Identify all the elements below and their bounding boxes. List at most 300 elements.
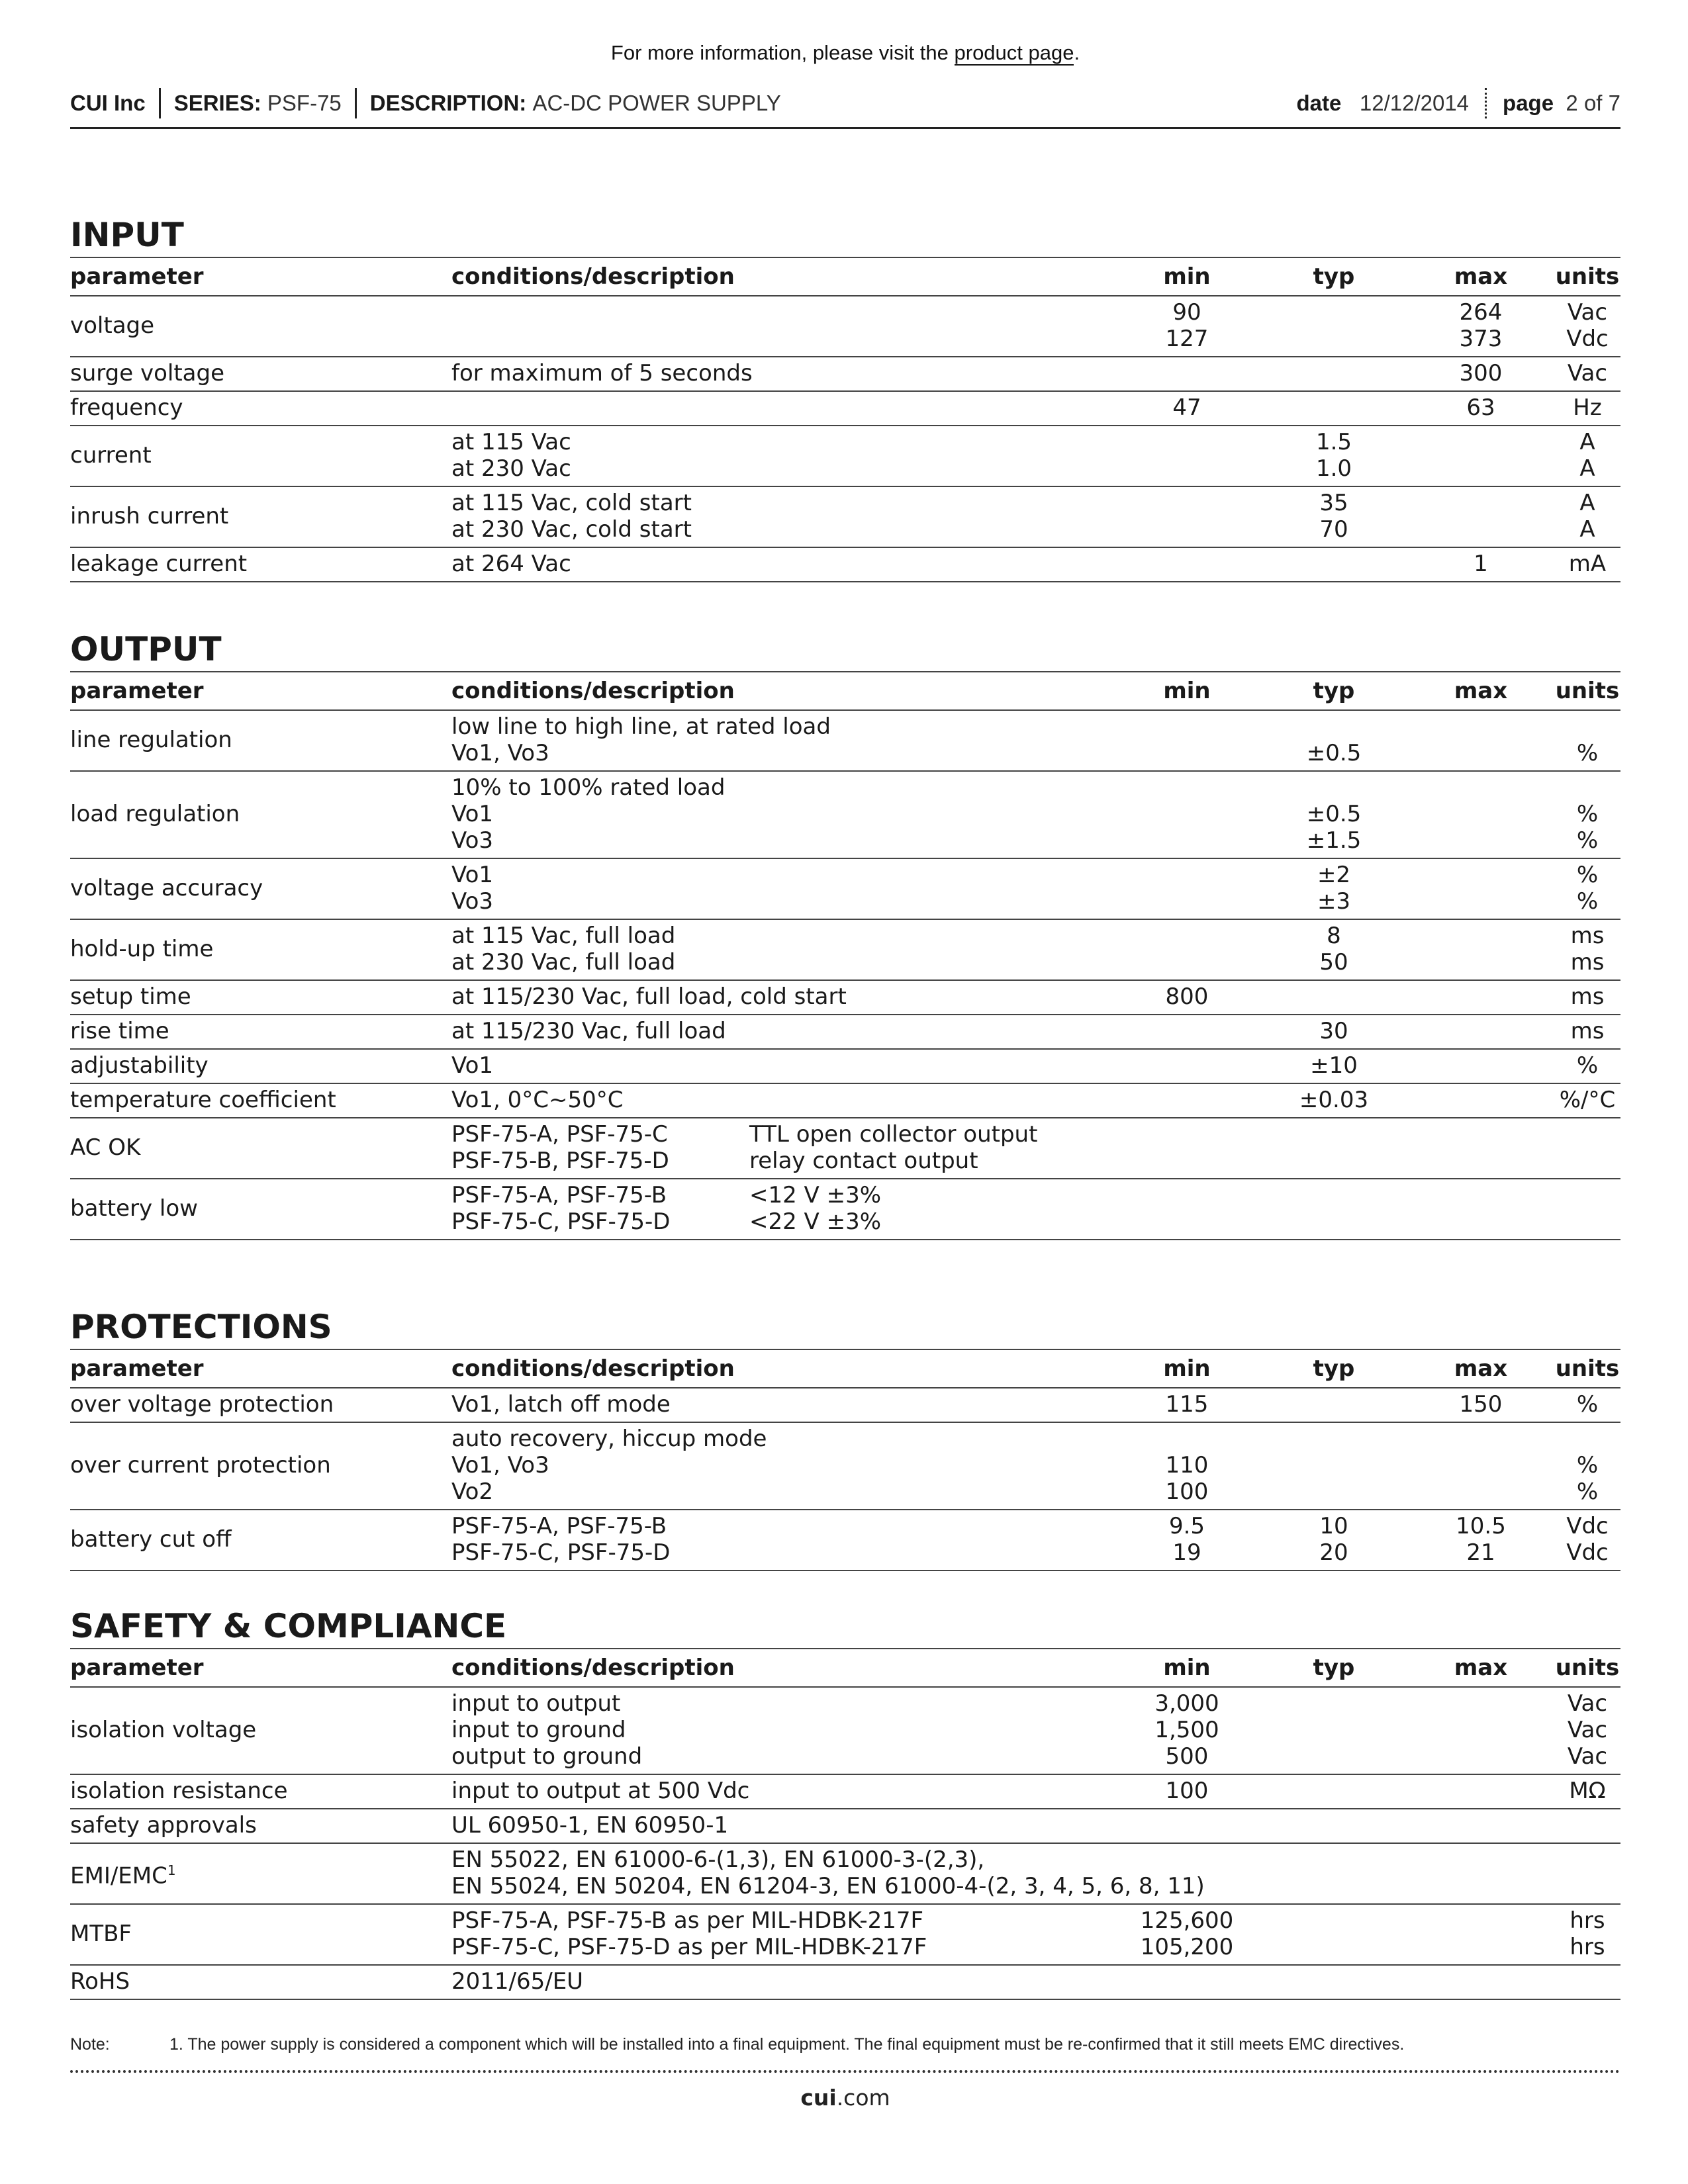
cell-min xyxy=(1113,486,1260,547)
max-line: 300 xyxy=(1459,360,1503,387)
min-line: 105,200 xyxy=(1140,1934,1234,1960)
cond-line: PSF-75-A, PSF-75-B as per MIL-HDBK-217F xyxy=(451,1907,924,1934)
cell-max xyxy=(1407,919,1554,980)
cell-max xyxy=(1407,426,1554,486)
typ-line: 50 xyxy=(1319,949,1348,976)
cell-max xyxy=(1407,771,1554,858)
param-label: EMI/EMC xyxy=(70,1862,167,1889)
table-row xyxy=(70,858,1620,919)
table-row xyxy=(70,1015,1620,1049)
top-info-text: For more information, please visit the xyxy=(610,41,955,64)
footer-site xyxy=(70,2085,1620,2111)
column-header-max: max xyxy=(1407,672,1554,710)
cell-units xyxy=(1554,391,1620,426)
cond-line: UL 60950-1, EN 60950-1 xyxy=(451,1812,729,1839)
cond-line: at 115 Vac, cold start xyxy=(451,490,692,516)
model-description: relay contact output xyxy=(749,1148,978,1174)
page-header xyxy=(70,86,1620,129)
cell-max xyxy=(1407,1510,1554,1570)
cell-min xyxy=(1113,1388,1260,1422)
cond-line: Vo1, Vo3 xyxy=(451,1452,549,1479)
cell-min xyxy=(1113,1510,1260,1570)
table-row xyxy=(70,710,1620,771)
param-label: isolation resistance xyxy=(70,1778,288,1804)
section-title: SAFETY & COMPLIANCE xyxy=(70,1607,507,1645)
column-header-units: units xyxy=(1554,1349,1620,1388)
max-line: 63 xyxy=(1466,394,1495,421)
header-dotted-divider xyxy=(1485,88,1487,118)
table-row xyxy=(70,1965,1620,1999)
table-row xyxy=(70,357,1620,391)
cell-max xyxy=(1407,1388,1554,1422)
units-line: ms xyxy=(1570,983,1605,1010)
model-description: TTL open collector output xyxy=(749,1121,1038,1148)
cell-units xyxy=(1554,1774,1620,1809)
cell-typ xyxy=(1260,1809,1407,1843)
cond-split-line xyxy=(451,1148,1620,1174)
units-line: Vac xyxy=(1567,299,1608,326)
note-text: 1. The power supply is considered a component which will be installed into a final equipment. The final equipment must be re-confirmed that it still meets EMC directives. xyxy=(169,2035,1405,2054)
column-header-parameter: parameter xyxy=(70,1349,451,1388)
param-label: MTBF xyxy=(70,1921,132,1947)
units-line: Vdc xyxy=(1566,326,1609,352)
cell-typ xyxy=(1260,1083,1407,1118)
section-title: INPUT xyxy=(70,216,184,254)
date-label: date xyxy=(1296,91,1342,115)
cell-param xyxy=(70,547,451,582)
top-info-end: . xyxy=(1074,41,1080,64)
cell-units xyxy=(1554,426,1620,486)
units-line: % xyxy=(1576,801,1599,827)
param-label: load regulation xyxy=(70,801,240,827)
table-row xyxy=(70,1118,1620,1179)
cell-typ xyxy=(1260,1510,1407,1570)
cell-units xyxy=(1554,1904,1620,1965)
max-line: 10.5 xyxy=(1456,1513,1506,1539)
cell-param xyxy=(70,1843,451,1904)
cell-cond xyxy=(451,1422,1113,1510)
min-line: 100 xyxy=(1165,1778,1209,1804)
series-value: PSF-75 xyxy=(267,91,342,115)
spec-table xyxy=(70,1349,1620,1571)
cond-split-line xyxy=(451,1182,1620,1208)
cell-typ xyxy=(1260,357,1407,391)
param-label: battery cut off xyxy=(70,1526,232,1553)
min-line xyxy=(1113,1426,1260,1452)
spec-table xyxy=(70,1648,1620,2000)
cond-line: 2011/65/EU xyxy=(451,1968,584,1995)
page-label: page xyxy=(1503,91,1554,115)
table-row xyxy=(70,1687,1620,1774)
table-row xyxy=(70,1774,1620,1809)
cell-param xyxy=(70,357,451,391)
cell-min xyxy=(1113,1809,1260,1843)
column-header-conditions: conditions/description xyxy=(451,1349,1113,1388)
cell-cond xyxy=(451,1843,1205,1904)
param-label: leakage current xyxy=(70,551,248,577)
column-header-min: min xyxy=(1113,672,1260,710)
cond-line: Vo1 xyxy=(451,862,494,888)
column-header-max: max xyxy=(1407,1349,1554,1388)
cell-cond xyxy=(451,1388,1113,1422)
cell-typ xyxy=(1260,1904,1407,1965)
min-line: 800 xyxy=(1165,983,1209,1010)
cell-param: AC OK xyxy=(70,1118,451,1179)
cond-line: auto recovery, hiccup mode xyxy=(451,1426,767,1452)
column-header-units: units xyxy=(1554,257,1620,296)
table-row xyxy=(70,1083,1620,1118)
column-header-typ: typ xyxy=(1260,257,1407,296)
table-header-row xyxy=(70,1649,1620,1687)
page-value: 2 of 7 xyxy=(1566,91,1620,115)
spec-table xyxy=(70,671,1620,1240)
cell-cond xyxy=(451,1118,1620,1179)
typ-line: 1.5 xyxy=(1315,429,1352,455)
cell-min xyxy=(1113,426,1260,486)
cell-cond xyxy=(451,296,1113,357)
typ-line: 35 xyxy=(1319,490,1348,516)
footnote xyxy=(70,2035,1620,2054)
cell-min xyxy=(1113,296,1260,357)
section-title: PROTECTIONS xyxy=(70,1308,332,1346)
footer-site-rest: .com xyxy=(836,2085,890,2111)
cell-typ xyxy=(1260,1965,1407,1999)
cond-line: input to ground xyxy=(451,1717,626,1743)
units-line: A xyxy=(1579,490,1595,516)
units-line: A xyxy=(1579,455,1595,482)
cell-max xyxy=(1407,1774,1554,1809)
units-line: MΩ xyxy=(1569,1778,1606,1804)
cell-units xyxy=(1554,858,1620,919)
cell-typ xyxy=(1260,1388,1407,1422)
model-list: PSF-75-A, PSF-75-C xyxy=(451,1121,668,1148)
param-label: setup time xyxy=(70,983,191,1010)
protections-section xyxy=(70,1305,1620,1571)
company-name: CUI Inc xyxy=(70,91,146,115)
cell-min xyxy=(1113,391,1260,426)
column-header-min: min xyxy=(1113,1649,1260,1687)
table-row xyxy=(70,1904,1620,1965)
cell-param xyxy=(70,1083,451,1118)
units-line: Vac xyxy=(1567,1690,1608,1717)
typ-line: 70 xyxy=(1319,516,1348,543)
cell-min xyxy=(1113,919,1260,980)
spec-table xyxy=(70,257,1620,582)
cond-split-line xyxy=(451,1121,1620,1148)
cell-max xyxy=(1407,980,1554,1015)
cell-param xyxy=(70,1388,451,1422)
min-line: 19 xyxy=(1172,1539,1201,1566)
cell-cond xyxy=(451,1015,1113,1049)
cell-units xyxy=(1554,771,1620,858)
description-value: AC-DC POWER SUPPLY xyxy=(532,91,781,115)
cell-max xyxy=(1407,547,1554,582)
table-row xyxy=(70,1843,1620,1904)
units-line: Hz xyxy=(1573,394,1602,421)
cell-cond xyxy=(451,1510,1113,1570)
min-line: 100 xyxy=(1165,1479,1209,1505)
column-header-units: units xyxy=(1554,672,1620,710)
param-label: line regulation xyxy=(70,727,232,753)
cell-min xyxy=(1113,1687,1260,1774)
date-value: 12/12/2014 xyxy=(1359,91,1470,115)
table-row xyxy=(70,1388,1620,1422)
cell-max xyxy=(1407,1422,1554,1510)
cell-param xyxy=(70,1809,451,1843)
description-label: DESCRIPTION: xyxy=(369,91,527,115)
units-line: ms xyxy=(1570,923,1605,949)
cell-param xyxy=(70,426,451,486)
cond-line: Vo1, Vo3 xyxy=(451,740,549,766)
model-description: <22 V ±3% xyxy=(749,1208,882,1235)
param-label: surge voltage xyxy=(70,360,224,387)
cell-typ xyxy=(1260,771,1407,858)
cell-units xyxy=(1554,1687,1620,1774)
header-divider xyxy=(159,88,161,118)
column-header-conditions: conditions/description xyxy=(451,1649,1113,1687)
cell-cond xyxy=(451,1083,1113,1118)
min-line: 3,000 xyxy=(1154,1690,1219,1717)
units-line: ms xyxy=(1570,1018,1605,1044)
table-row xyxy=(70,980,1620,1015)
cell-typ xyxy=(1260,547,1407,582)
cond-line: PSF-75-C, PSF-75-D as per MIL-HDBK-217F xyxy=(451,1934,927,1960)
units-line: Vac xyxy=(1567,1717,1608,1743)
model-list: PSF-75-C, PSF-75-D xyxy=(451,1208,671,1235)
cell-units xyxy=(1554,1843,1620,1904)
safety-compliance-section xyxy=(70,1604,1620,2000)
cell-cond xyxy=(451,1687,1113,1774)
cell-param xyxy=(70,771,451,858)
input-section xyxy=(70,213,1620,582)
typ-line: 30 xyxy=(1319,1018,1348,1044)
column-header-parameter: parameter xyxy=(70,1649,451,1687)
units-line: %/°C xyxy=(1559,1087,1616,1113)
cell-param xyxy=(70,1904,451,1965)
cell-cond xyxy=(451,858,1113,919)
cell-min xyxy=(1113,1774,1260,1809)
cell-units xyxy=(1554,296,1620,357)
cell-param xyxy=(70,1965,451,1999)
footer-dotted-rule xyxy=(70,2070,1620,2073)
cell-min xyxy=(1113,1015,1260,1049)
cell-units xyxy=(1554,1965,1620,1999)
cell-max xyxy=(1407,858,1554,919)
cell-param xyxy=(70,710,451,771)
param-label: hold-up time xyxy=(70,936,214,962)
cell-typ xyxy=(1260,858,1407,919)
cell-max xyxy=(1407,1965,1554,1999)
param-label: rise time xyxy=(70,1018,169,1044)
units-line: Vac xyxy=(1567,360,1608,387)
cell-cond xyxy=(451,426,1113,486)
model-list: PSF-75-A, PSF-75-B xyxy=(451,1182,667,1208)
param-label: adjustability xyxy=(70,1052,209,1079)
param-label: inrush current xyxy=(70,503,229,529)
table-row xyxy=(70,919,1620,980)
footer-site-bold: cui xyxy=(800,2085,837,2111)
units-line: Vdc xyxy=(1566,1539,1609,1566)
column-header-units: units xyxy=(1554,1649,1620,1687)
table-header-row xyxy=(70,1349,1620,1388)
product-page-link[interactable]: product page xyxy=(954,41,1074,64)
units-line: % xyxy=(1576,1052,1599,1079)
cell-typ xyxy=(1260,1049,1407,1083)
cell-min xyxy=(1113,1965,1260,1999)
footnote-marker: 1 xyxy=(167,1862,176,1878)
cond-line: at 115/230 Vac, full load, cold start xyxy=(451,983,847,1010)
min-line: 500 xyxy=(1165,1743,1209,1770)
max-line: 21 xyxy=(1466,1539,1495,1566)
cell-units xyxy=(1554,710,1620,771)
cell-units xyxy=(1554,1388,1620,1422)
cell-cond xyxy=(451,547,1113,582)
units-line: Vdc xyxy=(1566,1513,1609,1539)
cond-line: Vo3 xyxy=(451,827,494,854)
cell-min xyxy=(1113,547,1260,582)
cell-param: battery low xyxy=(70,1179,451,1240)
cell-typ xyxy=(1260,426,1407,486)
max-line: 264 xyxy=(1459,299,1503,326)
table-header-row xyxy=(70,672,1620,710)
table-row xyxy=(70,1049,1620,1083)
column-header-max: max xyxy=(1407,1649,1554,1687)
min-line: 110 xyxy=(1165,1452,1209,1479)
units-line xyxy=(1554,713,1620,740)
cond-line: low line to high line, at rated load xyxy=(451,713,831,740)
units-line: % xyxy=(1576,1391,1599,1418)
table-row xyxy=(70,771,1620,858)
cell-param xyxy=(70,980,451,1015)
section-title: OUTPUT xyxy=(70,630,222,668)
table-row xyxy=(70,391,1620,426)
cell-param xyxy=(70,1015,451,1049)
cell-typ xyxy=(1260,1843,1407,1904)
cell-units xyxy=(1554,1809,1620,1843)
table-row xyxy=(70,296,1620,357)
cell-units xyxy=(1554,357,1620,391)
model-list: PSF-75-B, PSF-75-D xyxy=(451,1148,669,1174)
cond-line: Vo1, 0°C~50°C xyxy=(451,1087,624,1113)
cond-line: at 230 Vac, full load xyxy=(451,949,676,976)
cell-typ xyxy=(1260,980,1407,1015)
typ-line: ±1.5 xyxy=(1306,827,1362,854)
cond-line: at 115/230 Vac, full load xyxy=(451,1018,726,1044)
column-header-typ: typ xyxy=(1260,672,1407,710)
cell-typ xyxy=(1260,1774,1407,1809)
cell-max xyxy=(1407,1015,1554,1049)
cell-param xyxy=(70,1049,451,1083)
param-label: voltage accuracy xyxy=(70,875,263,901)
typ-line: ±0.5 xyxy=(1306,801,1362,827)
cell-units xyxy=(1554,547,1620,582)
cell-max xyxy=(1407,391,1554,426)
min-line: 9.5 xyxy=(1168,1513,1205,1539)
cell-max xyxy=(1407,1083,1554,1118)
column-header-typ: typ xyxy=(1260,1649,1407,1687)
table-row xyxy=(70,1179,1620,1240)
param-label: RoHS xyxy=(70,1968,130,1995)
cell-typ xyxy=(1260,296,1407,357)
units-line: Vac xyxy=(1567,1743,1608,1770)
cell-typ xyxy=(1260,710,1407,771)
cell-max xyxy=(1407,486,1554,547)
min-line: 47 xyxy=(1172,394,1201,421)
cell-typ xyxy=(1260,391,1407,426)
column-header-conditions: conditions/description xyxy=(451,672,1113,710)
cell-max xyxy=(1407,357,1554,391)
max-line: 150 xyxy=(1459,1391,1503,1418)
cell-cond xyxy=(451,1049,1113,1083)
param-label: voltage xyxy=(70,312,155,339)
min-line: 125,600 xyxy=(1140,1907,1234,1934)
units-line: % xyxy=(1576,862,1599,888)
cond-line: for maximum of 5 seconds xyxy=(451,360,753,387)
param-label: over current protection xyxy=(70,1452,331,1479)
cond-line: Vo1 xyxy=(451,1052,494,1079)
cell-param xyxy=(70,919,451,980)
min-line: 90 xyxy=(1172,299,1201,326)
cell-cond xyxy=(451,1774,1113,1809)
cond-line: output to ground xyxy=(451,1743,643,1770)
typ-line: ±3 xyxy=(1317,888,1351,915)
column-header-parameter: parameter xyxy=(70,257,451,296)
typ-line: ±2 xyxy=(1317,862,1351,888)
units-line: % xyxy=(1576,827,1599,854)
cell-cond xyxy=(451,1965,1113,1999)
param-label: isolation voltage xyxy=(70,1717,257,1743)
cell-typ xyxy=(1260,486,1407,547)
cell-cond xyxy=(451,980,1113,1015)
cond-line: input to output xyxy=(451,1690,621,1717)
param-label: current xyxy=(70,442,152,469)
table-header-row xyxy=(70,257,1620,296)
cell-min xyxy=(1113,1083,1260,1118)
cell-param xyxy=(70,486,451,547)
cell-param xyxy=(70,1774,451,1809)
note-label: Note: xyxy=(70,2035,110,2054)
typ-line: ±0.03 xyxy=(1299,1087,1369,1113)
cell-units xyxy=(1554,1510,1620,1570)
cell-cond xyxy=(451,1904,1113,1965)
cell-units xyxy=(1554,1083,1620,1118)
cell-min xyxy=(1113,1422,1260,1510)
cond-line: Vo3 xyxy=(451,888,494,915)
table-row xyxy=(70,1809,1620,1843)
max-line: 1 xyxy=(1474,551,1488,577)
table-row xyxy=(70,1422,1620,1510)
units-line: % xyxy=(1576,740,1599,766)
param-label: frequency xyxy=(70,394,183,421)
cell-max xyxy=(1407,1843,1554,1904)
cell-max xyxy=(1407,1904,1554,1965)
units-line: % xyxy=(1576,888,1599,915)
units-line xyxy=(1554,1426,1620,1452)
units-line: ms xyxy=(1570,949,1605,976)
typ-line: ±10 xyxy=(1310,1052,1358,1079)
cell-param xyxy=(70,1510,451,1570)
cell-cond xyxy=(451,391,1113,426)
cond-line: Vo1 xyxy=(451,801,494,827)
cell-cond xyxy=(451,357,1113,391)
cell-min xyxy=(1113,1049,1260,1083)
cell-typ xyxy=(1260,1015,1407,1049)
units-line: % xyxy=(1576,1452,1599,1479)
typ-line xyxy=(1260,774,1407,801)
cell-cond xyxy=(451,1809,1113,1843)
min-line: 127 xyxy=(1165,326,1209,352)
cell-cond xyxy=(451,771,1113,858)
